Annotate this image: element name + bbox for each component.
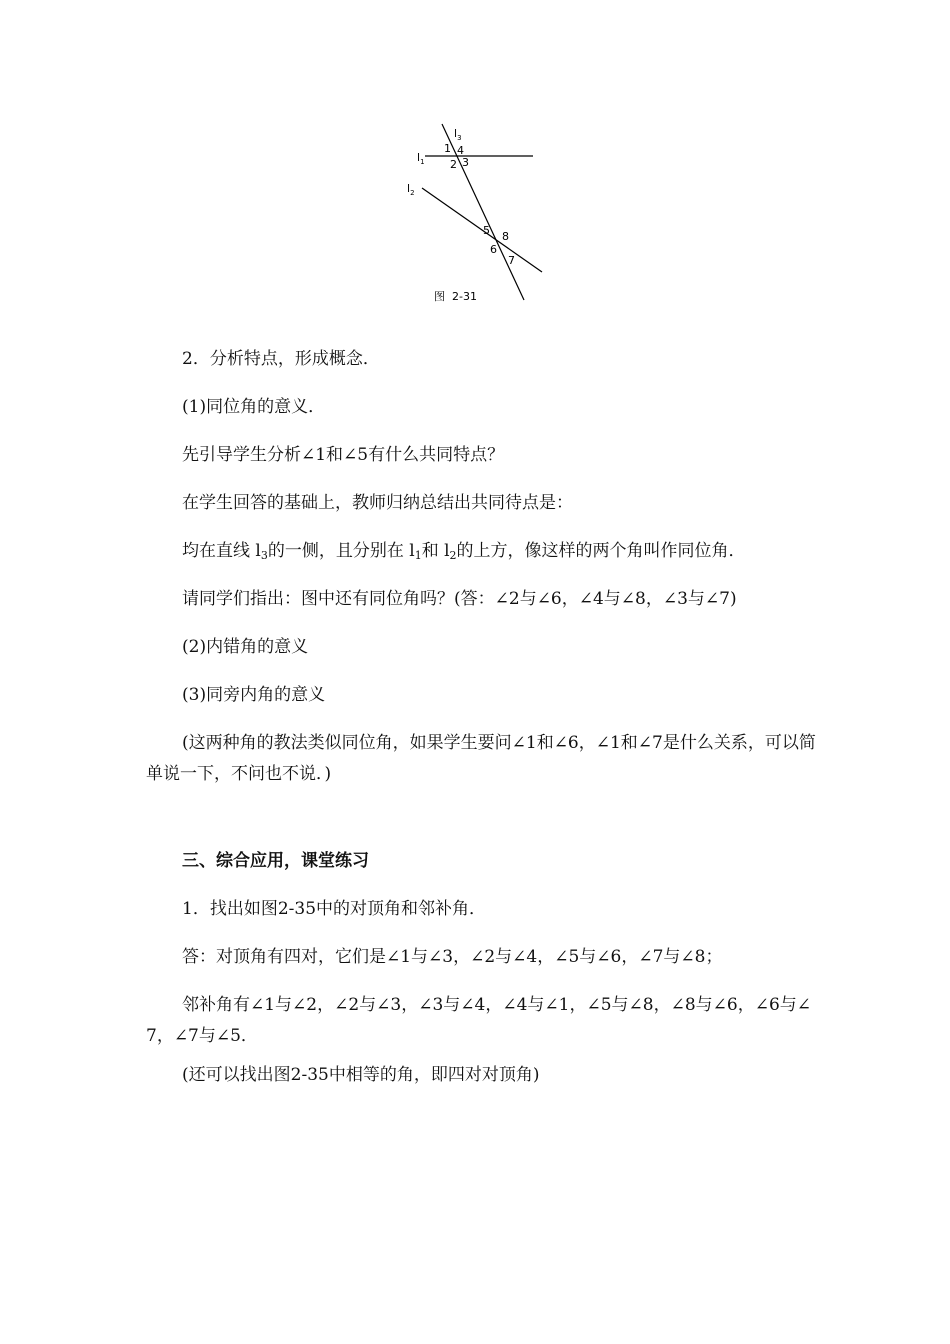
angle-label-1: 1 <box>444 142 451 155</box>
paragraph-question: 请同学们指出：图中还有同位角吗？(答：∠2与∠6，∠4与∠8，∠3与∠7) <box>182 589 737 609</box>
line-l3 <box>442 124 524 300</box>
answer-adjacent-angles: 邻补角有∠1与∠2，∠2与∠3，∠3与∠4，∠4与∠1，∠5与∠8，∠8与∠6，∠6与∠7，∠7与∠5． <box>146 995 812 1046</box>
angle-label-7: 7 <box>508 254 515 267</box>
item-alternate-angles: (2)内错角的意义 <box>182 637 309 657</box>
answer-note: (还可以找出图2-35中相等的角，即四对对顶角) <box>182 1065 540 1085</box>
paragraph-note: (这两种角的教法类似同位角，如果学生要问∠1和∠6，∠1和∠7是什么关系，可以简单说一下，不问也不说．) <box>146 733 816 784</box>
angle-label-8: 8 <box>502 230 509 243</box>
lines-diagram <box>400 110 560 310</box>
paragraph-guide: 先引导学生分析∠1和∠5有什么共同特点？ <box>182 445 505 465</box>
angle-label-4: 4 <box>457 144 464 157</box>
question-1: 1．找出如图2-35中的对顶角和邻补角． <box>182 899 487 919</box>
angle-label-3: 3 <box>462 156 469 169</box>
label-l3: $l_3$ <box>454 127 462 142</box>
paragraph-summary: 在学生回答的基础上，教师归纳总结出共同待点是： <box>182 493 573 513</box>
figure-caption: 图 2-31 <box>434 290 477 303</box>
answer-vertical-angles: 答：对顶角有四对，它们是∠1与∠3，∠2与∠4，∠5与∠6，∠7与∠8； <box>182 947 723 967</box>
angle-label-5: 5 <box>483 224 490 237</box>
angle-label-6: 6 <box>490 243 497 256</box>
item-corresponding-angles: (1)同位角的意义． <box>182 397 326 417</box>
angle-label-2: 2 <box>450 158 457 171</box>
section-2-heading: 2．分析特点，形成概念． <box>182 349 380 369</box>
geometry-figure <box>400 110 560 310</box>
section-3-heading: 三、综合应用，课堂练习 <box>182 851 369 871</box>
paragraph-definition: 均在直线 $l_3$的一侧，且分别在 $l_1$和 $l_2$的上方，像这样的两个角叫作同位角． <box>182 541 746 562</box>
line-l2 <box>422 188 542 272</box>
label-l1: $l_1$ <box>417 151 425 166</box>
label-l2: $l_2$ <box>407 182 415 197</box>
item-interior-angles: (3)同旁内角的意义 <box>182 685 326 705</box>
